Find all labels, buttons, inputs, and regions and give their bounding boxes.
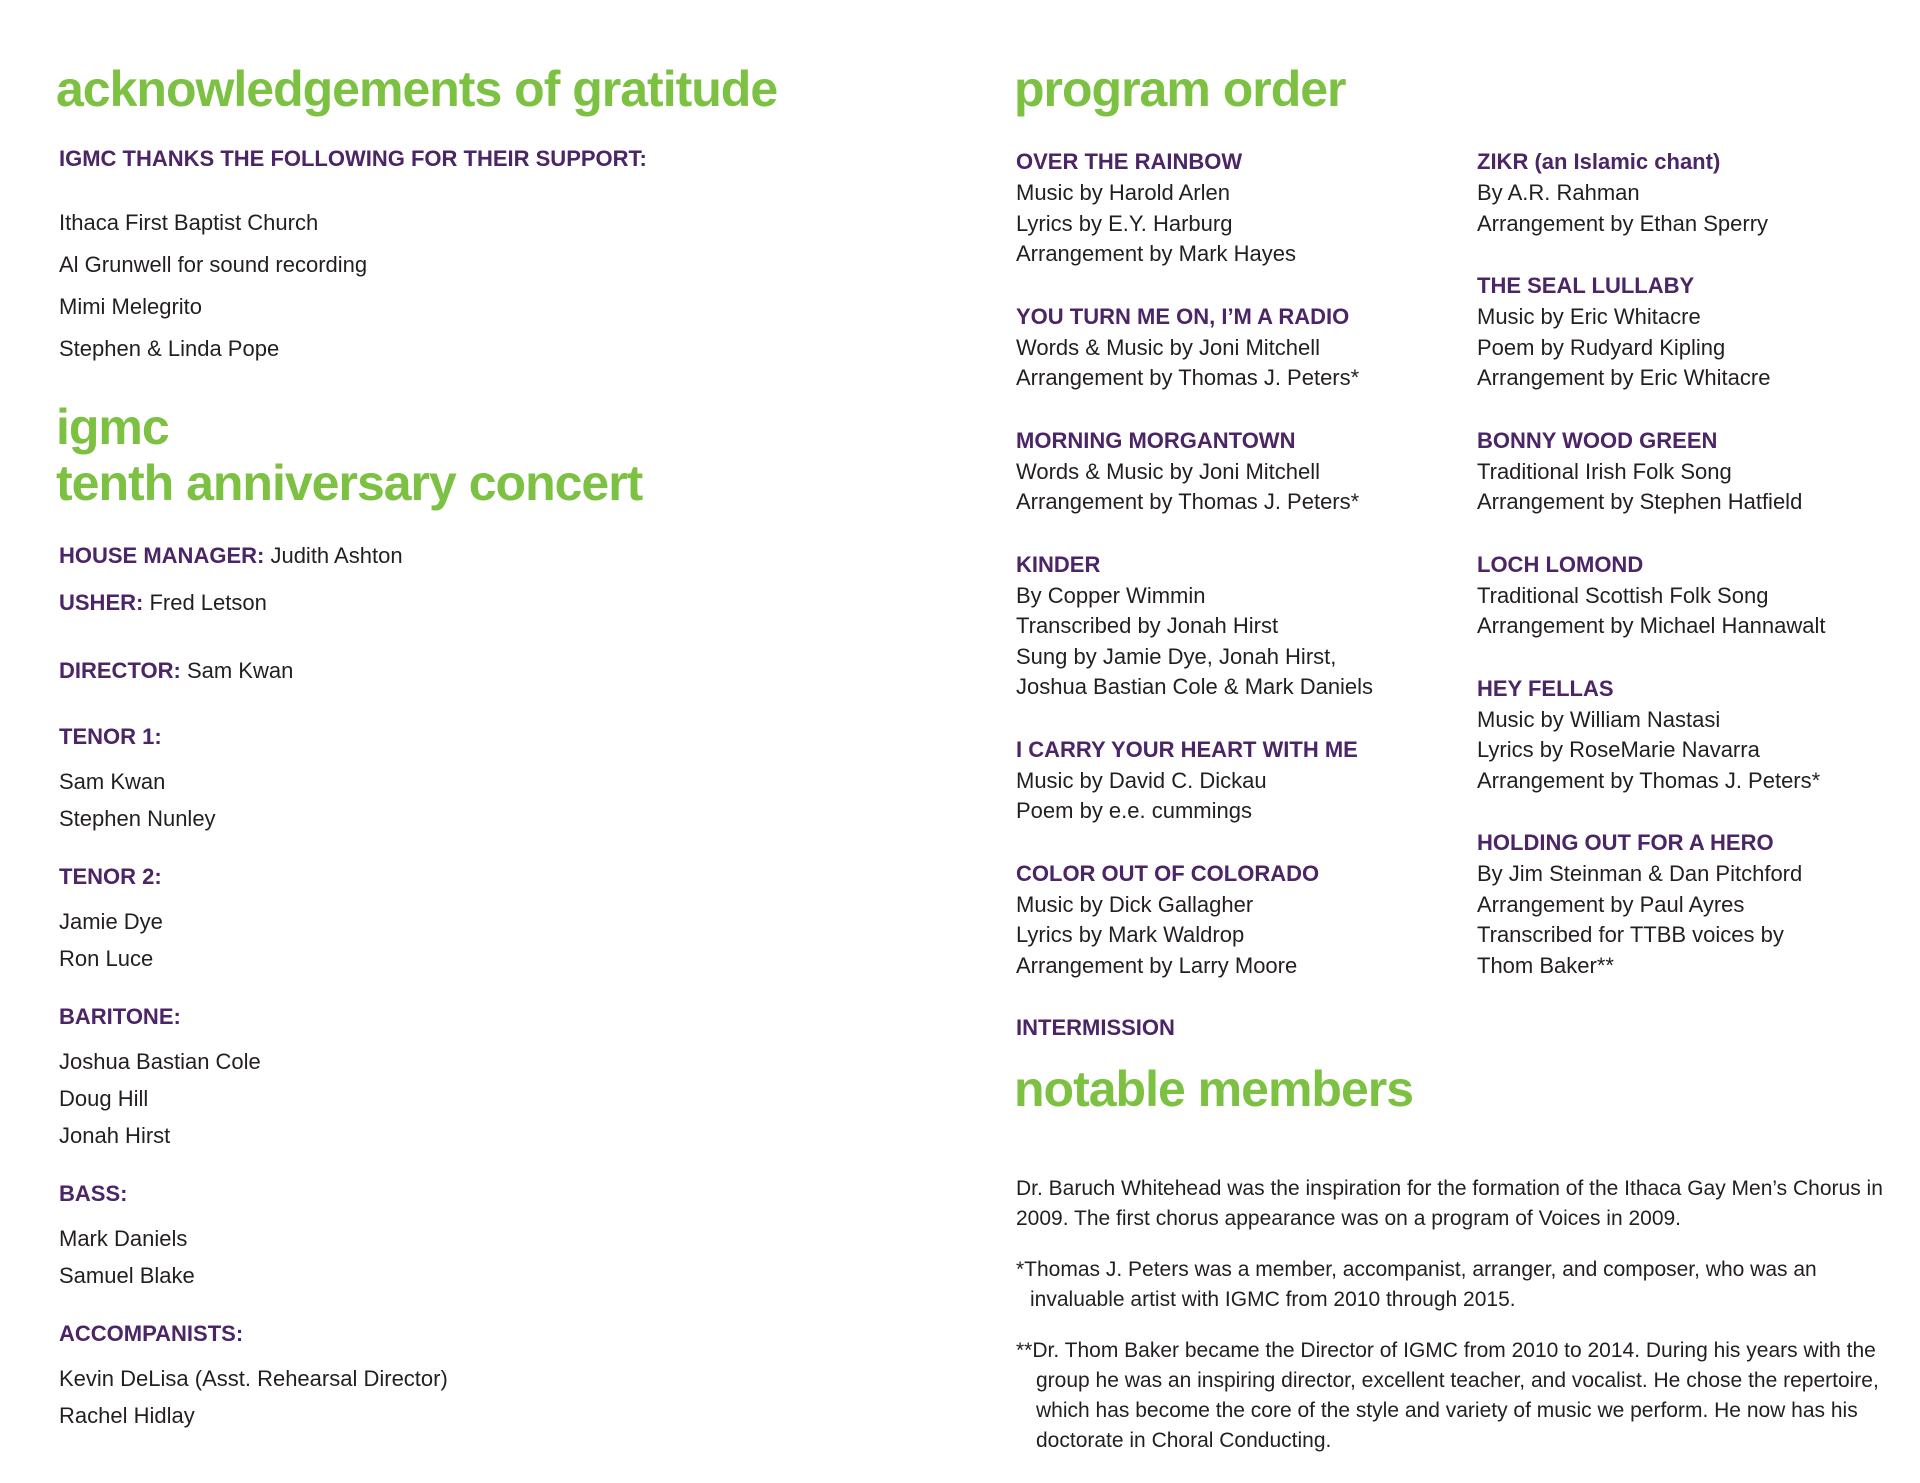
piece-title: THE SEAL LULLABY <box>1477 273 1695 298</box>
piece-credit: Arrangement by Paul Ayres <box>1477 891 1745 917</box>
section-label-baritone: BARITONE: <box>59 1004 181 1029</box>
piece-credit: Joshua Bastian Cole & Mark Daniels <box>1016 674 1374 699</box>
section-members-baritone <box>59 1043 261 1154</box>
program-piece <box>1477 673 1907 797</box>
program-intermission <box>1016 1012 1456 1044</box>
acknowledgement-item: Al Grunwell for sound recording <box>59 252 368 277</box>
piece-credit: Sung by Jamie Dye, Jonah Hirst, <box>1016 643 1337 669</box>
piece-credit: Transcribed for TTBB voices by <box>1477 922 1784 947</box>
member-name: Doug Hill <box>59 1086 149 1111</box>
section-members-bass <box>59 1220 195 1294</box>
piece-title: I CARRY YOUR HEART WITH ME <box>1016 736 1358 762</box>
piece-credit: Lyrics by RoseMarie Navarra <box>1477 737 1760 762</box>
program-piece <box>1016 734 1456 827</box>
director-value: Sam Kwan <box>180 658 294 683</box>
member-name: Sam Kwan <box>59 769 166 794</box>
usher-value: Fred Letson <box>143 590 267 615</box>
piece-credit: Thom Baker** <box>1477 952 1614 978</box>
piece-credit: Music by William Nastasi <box>1477 706 1721 732</box>
member-name: Rachel Hidlay <box>59 1403 195 1428</box>
concert-title-line1: igmc <box>56 399 169 455</box>
piece-credit: Traditional Irish Folk Song <box>1477 458 1732 484</box>
program-piece <box>1477 827 1907 981</box>
piece-credit: Arrangement by Thomas J. Peters* <box>1477 767 1821 793</box>
director-label: DIRECTOR: <box>59 658 181 683</box>
house-manager <box>59 542 403 570</box>
piece-credit: Music by Dick Gallagher <box>1016 891 1254 917</box>
piece-credit: Words & Music by Joni Mitchell <box>1016 458 1321 484</box>
piece-credit: Music by Harold Arlen <box>1016 180 1230 205</box>
usher <box>59 589 267 617</box>
piece-title: ZIKR (an Islamic chant) <box>1477 149 1721 174</box>
piece-credit: Poem by e.e. cummings <box>1016 798 1252 823</box>
program-piece <box>1477 549 1907 642</box>
notable-members-title: notable members <box>1014 1061 1414 1117</box>
usher-label: USHER: <box>59 590 144 615</box>
section-label-tenor1: TENOR 1: <box>59 724 162 749</box>
piece-title: YOU TURN ME ON, I’M A RADIO <box>1016 303 1350 329</box>
program-piece <box>1016 425 1456 518</box>
note-paragraph: Dr. Baruch Whitehead was the inspiration for the formation of the Ithaca Gay Men’s Chorus in 2009. The first chorus appearance was on a program of Voices in 2009. <box>1016 1177 1883 1230</box>
house-manager-label: HOUSE MANAGER: <box>59 543 265 568</box>
piece-credit: By Copper Wimmin <box>1016 582 1206 608</box>
piece-credit: Arrangement by Thomas J. Peters* <box>1016 365 1360 390</box>
piece-credit: Lyrics by E.Y. Harburg <box>1016 210 1233 236</box>
piece-credit: Arrangement by Michael Hannawalt <box>1477 613 1826 638</box>
intermission-label: INTERMISSION <box>1016 1015 1175 1040</box>
piece-credit: Arrangement by Stephen Hatfield <box>1477 489 1803 514</box>
member-name: Ron Luce <box>59 946 154 971</box>
section-label-accompanists: ACCOMPANISTS: <box>59 1321 244 1346</box>
member-name: Jonah Hirst <box>59 1123 171 1148</box>
piece-credit: Arrangement by Thomas J. Peters* <box>1016 489 1360 514</box>
program-piece <box>1016 146 1456 270</box>
member-name: Samuel Blake <box>59 1263 195 1288</box>
piece-credit: By Jim Steinman & Dan Pitchford <box>1477 861 1803 886</box>
acknowledgements-subtitle: IGMC THANKS THE FOLLOWING FOR THEIR SUPPORT: <box>59 146 647 171</box>
member-name: Joshua Bastian Cole <box>59 1049 261 1074</box>
piece-title: COLOR OUT OF COLORADO <box>1016 860 1320 886</box>
piece-credit: Lyrics by Mark Waldrop <box>1016 922 1245 947</box>
piece-credit: Traditional Scottish Folk Song <box>1477 582 1769 608</box>
section-members-accompanists <box>59 1360 448 1434</box>
program-piece <box>1477 146 1907 239</box>
piece-credit: By A.R. Rahman <box>1477 180 1640 205</box>
footnote-double-asterisk: **Dr. Thom Baker became the Director of IGMC from 2010 to 2014. During his years with the group he was an inspiring director, excellent teacher, and vocalist. He chose the repertoire, which has become the core of the style and variety of music we perform. He now has his doctorate in Choral Conducting. <box>1016 1339 1879 1452</box>
acknowledgements-list <box>59 202 367 370</box>
piece-credit: Arrangement by Larry Moore <box>1016 952 1298 978</box>
piece-title: HOLDING OUT FOR A HERO <box>1477 830 1774 855</box>
program-piece <box>1477 425 1907 518</box>
piece-credit: Arrangement by Ethan Sperry <box>1477 210 1769 236</box>
section-label-tenor2: TENOR 2: <box>59 864 162 889</box>
director <box>59 657 293 685</box>
section-label-bass: BASS: <box>59 1181 128 1206</box>
piece-credit: Poem by Rudyard Kipling <box>1477 334 1726 360</box>
piece-title: MORNING MORGANTOWN <box>1016 427 1296 453</box>
footnote-single-asterisk: *Thomas J. Peters was a member, accompanist, arranger, and composer, who was an invaluable artist with IGMC from 2010 through 2015. <box>1016 1258 1817 1311</box>
program-piece <box>1016 858 1456 982</box>
section-members-tenor1 <box>59 763 216 837</box>
piece-title: BONNY WOOD GREEN <box>1477 427 1718 453</box>
notable-members-notes <box>1016 1153 1896 1471</box>
piece-credit: Music by Eric Whitacre <box>1477 304 1701 329</box>
piece-title: HEY FELLAS <box>1477 675 1614 701</box>
member-name: Kevin DeLisa (Asst. Rehearsal Director) <box>59 1366 448 1391</box>
piece-credit: Words & Music by Joni Mitchell <box>1016 334 1321 360</box>
program-title: program order <box>1014 61 1346 117</box>
piece-credit: Transcribed by Jonah Hirst <box>1016 613 1279 638</box>
piece-credit: Arrangement by Eric Whitacre <box>1477 365 1771 390</box>
member-name: Jamie Dye <box>59 909 163 934</box>
acknowledgement-item: Mimi Melegrito <box>59 294 203 319</box>
member-name: Stephen Nunley <box>59 806 216 831</box>
piece-title: LOCH LOMOND <box>1477 551 1644 577</box>
piece-title: KINDER <box>1016 551 1101 577</box>
section-members-tenor2 <box>59 903 163 977</box>
program-piece <box>1016 549 1456 703</box>
member-name: Mark Daniels <box>59 1226 188 1251</box>
house-manager-value: Judith Ashton <box>264 543 403 568</box>
piece-title: OVER THE RAINBOW <box>1016 149 1243 174</box>
program-piece <box>1016 301 1456 394</box>
program-column-2 <box>1477 146 1907 1012</box>
program-piece <box>1477 270 1907 394</box>
acknowledgements-title: acknowledgements of gratitude <box>56 61 778 117</box>
piece-credit: Arrangement by Mark Hayes <box>1016 241 1296 266</box>
acknowledgement-item: Stephen & Linda Pope <box>59 336 280 361</box>
acknowledgement-item: Ithaca First Baptist Church <box>59 210 319 235</box>
concert-title-line2: tenth anniversary concert <box>56 455 643 511</box>
piece-credit: Music by David C. Dickau <box>1016 767 1267 793</box>
program-column-1 <box>1016 146 1456 1075</box>
